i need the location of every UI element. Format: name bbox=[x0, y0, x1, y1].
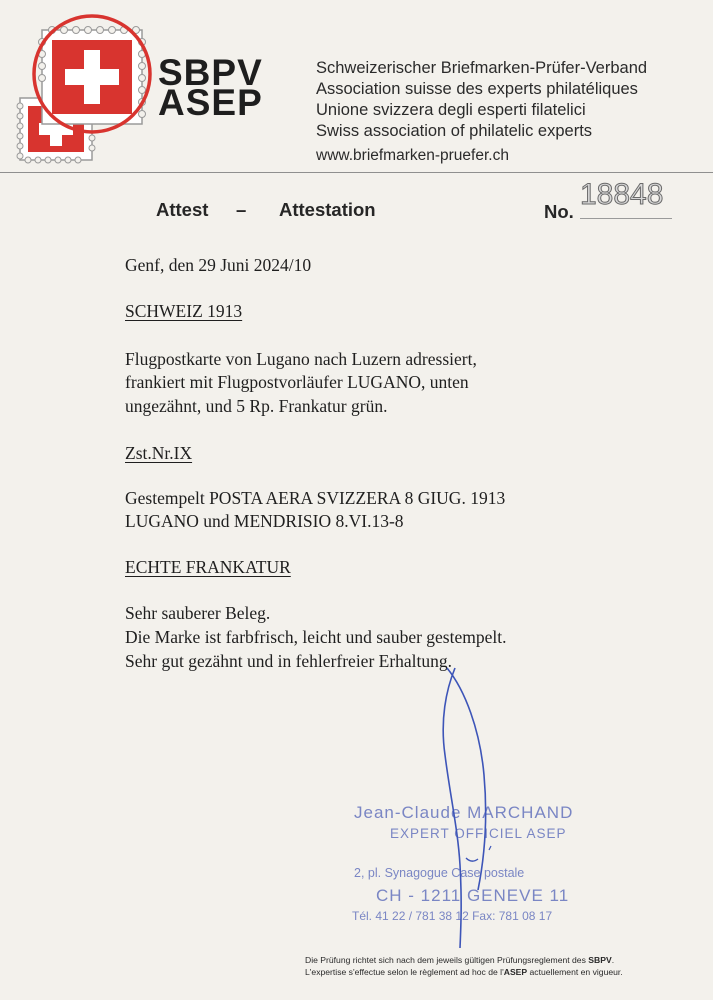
certificate-number-underline bbox=[580, 218, 672, 219]
stamp-expert-name: Jean-Claude MARCHAND bbox=[354, 803, 574, 822]
certificate-number: 18848 bbox=[580, 178, 664, 211]
cancel-line-2: LUGANO und MENDRISIO 8.VI.13-8 bbox=[125, 511, 404, 531]
heading-country: SCHWEIZ 1913 bbox=[125, 301, 243, 321]
condition-line-3: Sehr gut gezähnt und in fehlerfreier Erhaltung. bbox=[125, 651, 453, 671]
header-divider bbox=[0, 172, 713, 173]
website-link[interactable]: www.briefmarken-pruefer.ch bbox=[316, 147, 509, 164]
footer-line-de: Die Prüfung richtet sich nach dem jeweils gültigen Prüfungsreglement des SBPV. bbox=[305, 955, 615, 965]
footer-note bbox=[305, 954, 623, 978]
stamp-city: CH - 1211 GENEVE 11 bbox=[376, 886, 570, 905]
association-fr: Association suisse des experts philatéliques bbox=[316, 80, 638, 98]
heading-verdict: ECHTE FRANKATUR bbox=[125, 557, 291, 577]
condition-line-1: Sehr sauberer Beleg. bbox=[125, 603, 271, 623]
association-en: Swiss association of philatelic experts bbox=[316, 122, 593, 140]
association-de: Schweizerischer Briefmarken-Prüfer-Verband bbox=[316, 59, 648, 77]
heading-catalog: Zst.Nr.IX bbox=[125, 443, 193, 463]
cancel-line-1: Gestempelt POSTA AERA SVIZZERA 8 GIUG. 1913 bbox=[125, 488, 506, 508]
description-line-2: frankiert mit Flugpostvorläufer LUGANO, unten bbox=[125, 372, 469, 392]
brand-sbpv: SBPV bbox=[158, 52, 263, 93]
condition-line-2: Die Marke ist farbfrisch, leicht und sauber gestempelt. bbox=[125, 627, 507, 647]
stamp-expert-title: EXPERT OFFICIEL ASEP bbox=[390, 826, 567, 841]
description-line-3: ungezähnt, und 5 Rp. Frankatur grün. bbox=[125, 396, 388, 416]
brand-name bbox=[158, 52, 263, 123]
front-stamp-icon bbox=[39, 27, 146, 125]
stamp-address: 2, pl. Synagogue Case postale bbox=[354, 866, 525, 880]
number-label: No. bbox=[544, 201, 574, 222]
title-dash: – bbox=[236, 199, 247, 220]
association-it: Unione svizzera degli esperti filatelici bbox=[316, 101, 586, 119]
brand-asep: ASEP bbox=[158, 82, 263, 123]
stamp-phone: Tél. 41 22 / 781 38 12 Fax: 781 08 17 bbox=[352, 909, 553, 923]
sbpv-stamp-logo bbox=[8, 8, 158, 168]
footer-line-fr: L'expertise s'effectue selon le règlement ad hoc de l'ASEP actuellement en vigueur. bbox=[305, 967, 623, 977]
title-attest: Attest bbox=[156, 199, 209, 220]
date-line: Genf, den 29 Juni 2024/10 bbox=[125, 255, 312, 275]
description-line-1: Flugpostkarte von Lugano nach Luzern adressiert, bbox=[125, 349, 477, 369]
association-names bbox=[316, 58, 647, 142]
title-attestation: Attestation bbox=[279, 199, 376, 220]
